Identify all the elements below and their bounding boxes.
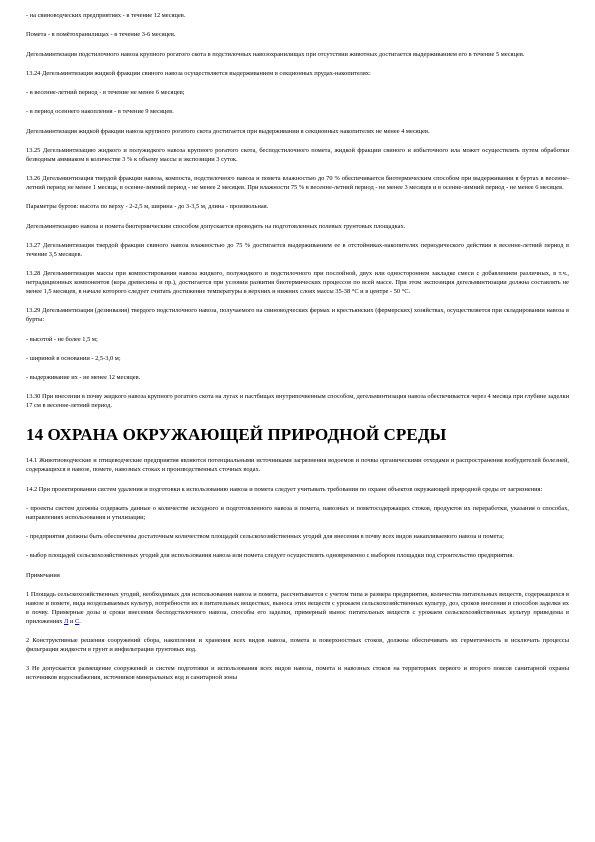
notes-label: Примечания xyxy=(26,571,60,579)
paragraph: Дегельминтизацию навоза и помета биотермическим способом допускается проводить на подготовленных полевых грунтовых площадках. xyxy=(26,222,406,230)
list-item: - выдерживание их - не менее 12 месяцев. xyxy=(26,374,141,382)
note-text-end: . xyxy=(79,617,81,625)
paragraph: 13.24 Дегельминтизация жидкой фракции свиного навоза осуществляется выдерживанием в секционных прудах-накопителях: xyxy=(26,69,371,77)
paragraph: 13.28 Дегельминтизация массы при компостировании навоза жидкого, полужидкого и подстилочного при послойной, двух или одностороннем закладке смеси с добавлением различных, в т.ч., нетрадиционных компонентов (кора древесины и пр.), достигается при условии развития биотермических процессов по всей массе. При этом экспозиция дегельминтизации должна составлять не менее 1,5 месяцев, в начале которого следует считать достижение температуры в верхних и нижних слоях массы 35-38 °С и в центре - 50 °С. xyxy=(26,270,569,296)
paragraph: 14.2 При проектировании систем удаления и подготовки к использованию навоза и помета следует учитывать требования по охране объектов окружающей природной среды от загрязнения: xyxy=(26,485,543,493)
paragraph: 14.1 Животноводческие и птицеводческие предприятия являются потенциальными источниками загрязнения водоемов и почвы органическими отходами и распространения возбудителей болезней, содержащихся в навозе, помете, навозных стоках и производственных сточных водах. xyxy=(26,457,569,474)
list-item: - шириной в основании - 2,5-3,0 м; xyxy=(26,354,121,362)
appendix-link-s[interactable]: С xyxy=(74,617,80,625)
note-text-connector: и xyxy=(68,617,75,625)
appendix-link-l[interactable]: Л xyxy=(64,617,69,625)
note-text: 1 Площадь сельскохозяйственных угодий, необходимых для использования навоза и помета, рассчитывается с учетом типа и размера предприятия, количества питательных веществ, содержащихся в навозе и помете, вида возделываемых культур, потребности их в питательных веществах, выноса этих веществ с урожаем сельскохозяйственных культур, доз, сроков внесения и способов заделки их в почву. Примерные дозы и сроки внесения бесподстилочного навоза, способы его заделки, примерный вынос питательных веществ с урожаем сельскохозяйственных культур приведены в приложениях xyxy=(26,590,569,625)
list-item: - предприятия должны быть обеспечены достаточным количеством площадей сельскохозяйственных угодий для внесения в почву всех видов накапливаемого навоза и помета; xyxy=(26,533,504,540)
list-item: - выбор площадей сельскохозяйственных угодий для использования навоза или помета следует осуществлять одновременно с выбором площадки под строительство предприятия. xyxy=(26,552,514,560)
note-item xyxy=(26,591,569,627)
list-item: - высотой - не более 1,5 м; xyxy=(26,335,98,343)
list-item: - в весенне-летний период - в течение не менее 6 месяцев; xyxy=(26,89,185,97)
note-item: 2 Конструктивные решения сооружений сбора, накопления и хранения всех видов навоза, помета и поверхностных стоков, должны обеспечивать их герметичность и исключать процессы фильтрации жидкости в грунт и инфильтрации грунтовых вод. xyxy=(26,636,569,653)
paragraph: 13.29 Дегельминтизация (дезинвазия) твердого подстилочного навоза, получаемого на свиноводческих фермах и крестьянских (фермерских) хозяйствах, осуществляется при складировании навоза в бурты: xyxy=(26,307,569,324)
note-item: 3 Не допускается размещение сооружений и систем подготовки и использования всех видов навоза, помета и навозных стоков на территориях первого и второго поясов санитарной охраны источников водоснабжения, источников минеральных вод и санитарной зоны xyxy=(26,665,569,682)
paragraph: 13.26 Дегельминтизация твердой фракции навоза, компоста, подстилочного навоза и помета влажностью до 70 % обеспечивается биотермическим способом при выдерживании в буртах в весенне-летний период не менее 1 месяца, в осенне-зимний период - не менее 2 месяцев. При влажности 75 % в весенне-летний период - не менее 3 месяцев и в осенне-зимний период - не менее 6 месяцев. xyxy=(26,175,569,192)
paragraph: 13.25 Дегельминтизацию жидкого и полужидкого навоза крупного рогатого скота, бесподстилочного помета, жидкой фракции свиного и избыточного ила может осуществлять путем обработки безводным аммиаком в количестве 3 % к объему массы и экспозиции 3 суток. xyxy=(26,147,569,163)
paragraph: Помета - в помётохранилищах - в течение 3-6 месяцев. xyxy=(26,31,176,39)
section-heading: 14 ОХРАНА ОКРУЖАЮЩЕЙ ПРИРОДНОЙ СРЕДЫ xyxy=(26,425,447,445)
paragraph: 13.27 Дегельминтизация твердой фракции свиного навоза влажностью до 75 % достигается выдерживанием ее в отстойниках-накопителях периодического действия в весенне-летний период в течение 3,5 месяцев. xyxy=(26,242,569,258)
paragraph: Параметры буртов: высота по верху - 2-2,5 м, ширина - до 3-3,5 м, длина - произвольная. xyxy=(26,203,269,211)
paragraph: - на свиноводческих предприятиях - в течение 12 месяцев. xyxy=(26,12,186,19)
paragraph: Дегельминтизация жидкой фракции навоза крупного рогатого скота достигается при выдерживании в секционных накопителях не менее 4 месяцев. xyxy=(26,127,430,135)
paragraph: 13.30 При внесении в почву жидкого навоза крупного рогатого скота на лугах и пастбищах внутрипочвенным способом, дегельминтизация навоза обеспечивается через 4 месяца при глубине заделки 17 см в весенне-летний период. xyxy=(26,393,569,410)
list-item: - в период осеннего накопления - в течение 9 месяцев. xyxy=(26,108,174,116)
list-item: - проекты систем должны содержать данные о количестве исходного и подготовленного навоза и помета, навозных и пометосодержащих стоков, продуктов их переработки, указания о способах, направлениях использования и утилизации; xyxy=(26,504,569,521)
paragraph: Дегельминтизация подстилочного навоза крупного рогатого скота в подстилочных навозохранилищах при отсутствии животных достигается выдерживанием его в течение 5 месяцев. xyxy=(26,50,525,58)
